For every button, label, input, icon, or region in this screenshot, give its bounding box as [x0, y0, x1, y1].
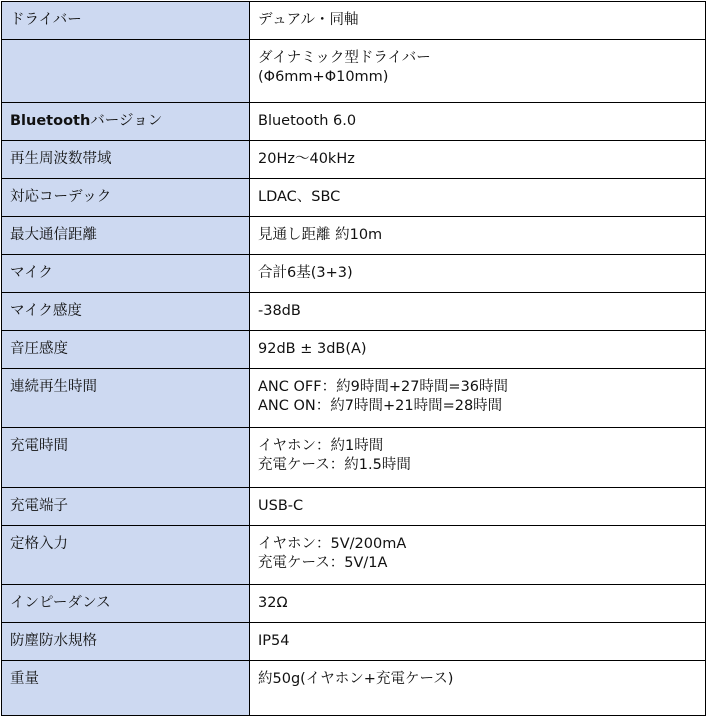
spec-label-text: 充電端子: [10, 498, 68, 514]
spec-value-impedance: [250, 585, 706, 623]
spec-row-driver: [2, 2, 706, 40]
spec-row-range: [2, 217, 706, 255]
spec-row-charging-time: [2, 428, 706, 488]
spec-value-weight: [250, 661, 706, 716]
spec-value-line: 合計6基(3+3): [258, 265, 353, 281]
spec-label-sound-pressure: [2, 331, 250, 369]
spec-value-line: 充電ケース：5V/1A: [258, 555, 388, 571]
spec-value-line: Bluetooth 6.0: [258, 113, 357, 129]
spec-value-line: 32Ω: [258, 595, 288, 611]
spec-row-rated-input: [2, 526, 706, 585]
spec-label-mic-sensitivity: [2, 293, 250, 331]
spec-row-water-resistance: [2, 623, 706, 661]
spec-table: [1, 1, 706, 716]
spec-row-playback-time: [2, 369, 706, 428]
spec-label-playback-time: [2, 369, 250, 428]
spec-value-line: ANC ON：約7時間+21時間=28時間: [258, 398, 503, 414]
spec-row-bluetooth-version: [2, 103, 706, 141]
spec-label-mic: [2, 255, 250, 293]
spec-label-text: バージョン: [90, 113, 163, 129]
spec-label-text: 定格入力: [10, 536, 68, 552]
spec-value-line: USB-C: [258, 498, 304, 514]
spec-value-line: 見通し距離 約10m: [258, 227, 383, 243]
spec-row-frequency-range: [2, 141, 706, 179]
spec-label-water-resistance: [2, 623, 250, 661]
spec-label-text: マイク: [10, 265, 53, 281]
spec-label-text: 対応コーデック: [10, 189, 112, 205]
spec-value-line: 20Hz〜40kHz: [258, 151, 355, 167]
spec-label-text: 最大通信距離: [10, 227, 97, 243]
spec-label-text: 充電時間: [10, 438, 68, 454]
spec-value-line: イヤホン：5V/200mA: [258, 536, 407, 552]
spec-value-charging-time: [250, 428, 706, 488]
spec-value-line: 約50g(イヤホン+充電ケース): [258, 671, 454, 687]
spec-label-range: [2, 217, 250, 255]
spec-label-rated-input: [2, 526, 250, 585]
spec-value-sound-pressure: [250, 331, 706, 369]
spec-value-range: [250, 217, 706, 255]
spec-label-empty: [2, 40, 250, 103]
spec-label-bluetooth-version: [2, 103, 250, 141]
spec-row-weight: [2, 661, 706, 716]
spec-value-line: IP54: [258, 633, 290, 649]
spec-value-playback-time: [250, 369, 706, 428]
spec-value-line: 92dB ± 3dB(A): [258, 341, 367, 357]
spec-value-codec: [250, 179, 706, 217]
spec-value-driver-type: [250, 40, 706, 103]
spec-value-mic-sensitivity: [250, 293, 706, 331]
spec-row-codec: [2, 179, 706, 217]
spec-value-line: ダイナミック型ドライバー: [258, 50, 431, 66]
spec-value-line: -38dB: [258, 303, 301, 319]
spec-row-sound-pressure: [2, 331, 706, 369]
spec-value-driver: [250, 2, 706, 40]
spec-label-impedance: [2, 585, 250, 623]
spec-value-line: LDAC、SBC: [258, 189, 341, 205]
spec-row-mic-sensitivity: [2, 293, 706, 331]
spec-value-line: デュアル・同軸: [258, 12, 359, 28]
spec-label-text: 再生周波数帯域: [10, 151, 112, 167]
spec-label-text: 音圧感度: [10, 341, 68, 357]
spec-value-water-resistance: [250, 623, 706, 661]
spec-label-frequency-range: [2, 141, 250, 179]
spec-value-rated-input: [250, 526, 706, 585]
spec-row-impedance: [2, 585, 706, 623]
spec-value-line: 充電ケース：約1.5時間: [258, 457, 411, 473]
spec-label-charging-time: [2, 428, 250, 488]
spec-label-text: 防塵防水規格: [10, 633, 97, 649]
spec-label-text: インピーダンス: [10, 595, 111, 611]
spec-label-codec: [2, 179, 250, 217]
spec-value-line: (Φ6mm+Φ10mm): [258, 69, 389, 85]
spec-label-text: 重量: [10, 671, 39, 687]
spec-row-mic: [2, 255, 706, 293]
spec-label-driver: [2, 2, 250, 40]
spec-value-charging-port: [250, 488, 706, 526]
spec-row-charging-port: [2, 488, 706, 526]
spec-label-text: マイク感度: [10, 303, 82, 319]
spec-label-text: 連続再生時間: [10, 379, 97, 395]
spec-label-weight: [2, 661, 250, 716]
spec-label-text: ドライバー: [10, 12, 82, 28]
spec-label-bold-text: Bluetooth: [10, 113, 91, 129]
spec-label-charging-port: [2, 488, 250, 526]
spec-row-driver-type: [2, 40, 706, 103]
spec-value-line: ANC OFF：約9時間+27時間=36時間: [258, 379, 509, 395]
spec-value-mic: [250, 255, 706, 293]
spec-value-frequency-range: [250, 141, 706, 179]
spec-value-bluetooth-version: [250, 103, 706, 141]
spec-value-line: イヤホン：約1時間: [258, 438, 384, 454]
